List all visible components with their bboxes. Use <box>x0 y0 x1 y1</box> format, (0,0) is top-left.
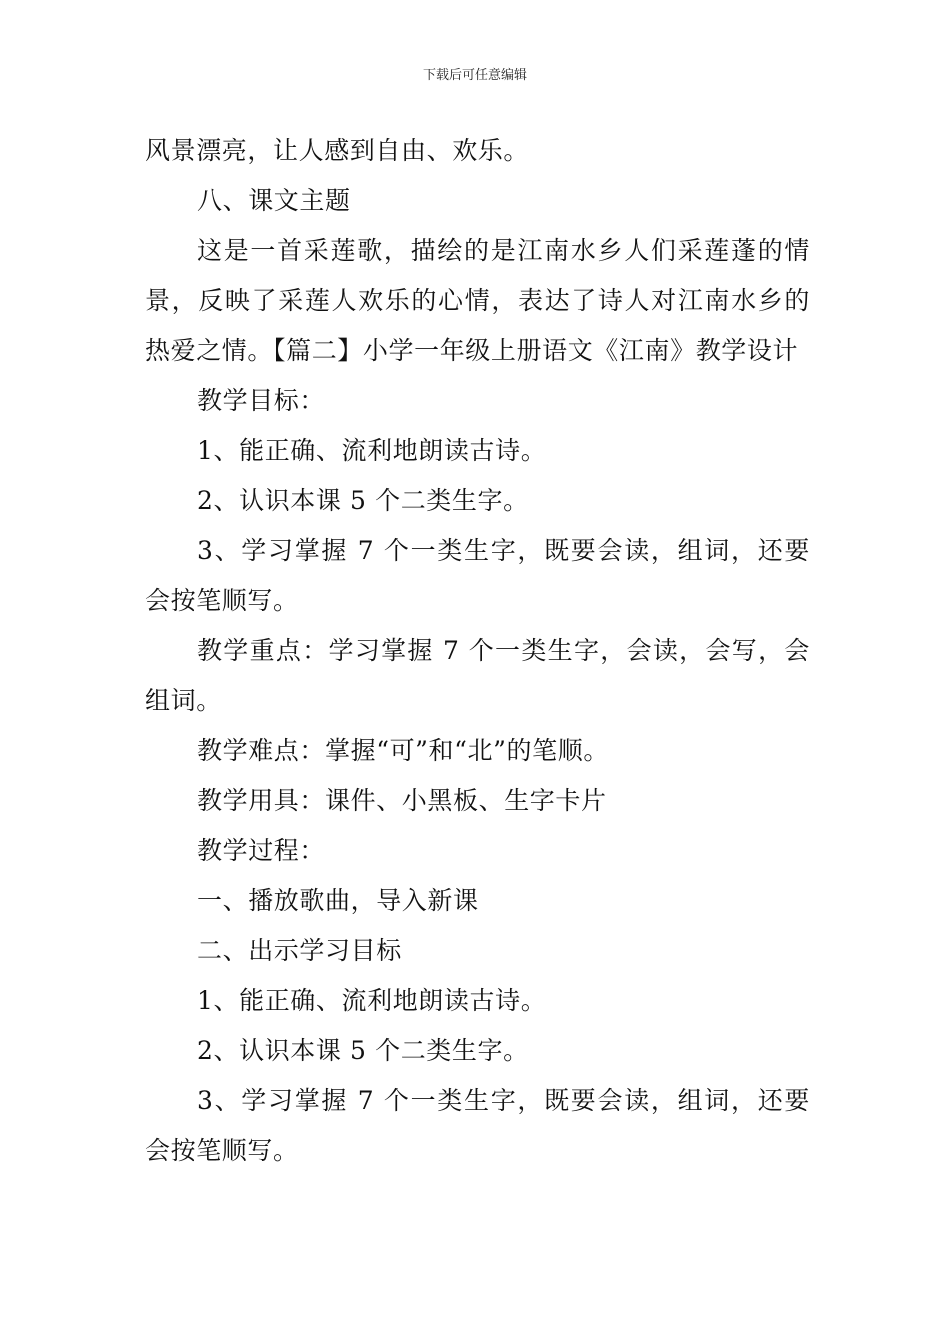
paragraph-theme: 这是一首采莲歌，描绘的是江南水乡人们采莲蓬的情景，反映了采莲人欢乐的心情，表达了诗人对江南水乡的热爱之情。【篇二】小学一年级上册语文《江南》教学设计 <box>145 236 810 365</box>
objective-item-3: 3、学习掌握 7 个一类生字，既要会读，组词，还要会按笔顺写。 <box>145 536 810 615</box>
goal-item-3: 3、学习掌握 7 个一类生字，既要会读，组词，还要会按笔顺写。 <box>145 1086 810 1165</box>
page-header-note: 下载后可任意编辑 <box>422 68 527 83</box>
objective-item-1: 1、能正确、流利地朗读古诗。 <box>197 436 547 465</box>
objective-item-2: 2、认识本课 5 个二类生字。 <box>197 486 529 515</box>
document-body <box>145 126 810 1176</box>
goal-item-1: 1、能正确、流利地朗读古诗。 <box>197 986 547 1015</box>
teaching-tools: 教学用具：课件、小黑板、生字卡片 <box>197 786 607 815</box>
heading-objectives: 教学目标： <box>197 386 326 415</box>
paragraph-1: 风景漂亮，让人感到自由、欢乐。 <box>145 136 530 165</box>
process-step-1: 一、播放歌曲，导入新课 <box>197 886 479 915</box>
goal-item-2: 2、认识本课 5 个二类生字。 <box>197 1036 529 1065</box>
process-step-2: 二、出示学习目标 <box>197 936 402 965</box>
key-points: 教学重点：学习掌握 7 个一类生字，会读，会写，会组词。 <box>145 636 810 715</box>
difficult-points: 教学难点：掌握“可”和“北”的笔顺。 <box>197 736 609 765</box>
section-heading-theme: 八、课文主题 <box>197 186 351 215</box>
heading-process: 教学过程： <box>197 836 326 865</box>
